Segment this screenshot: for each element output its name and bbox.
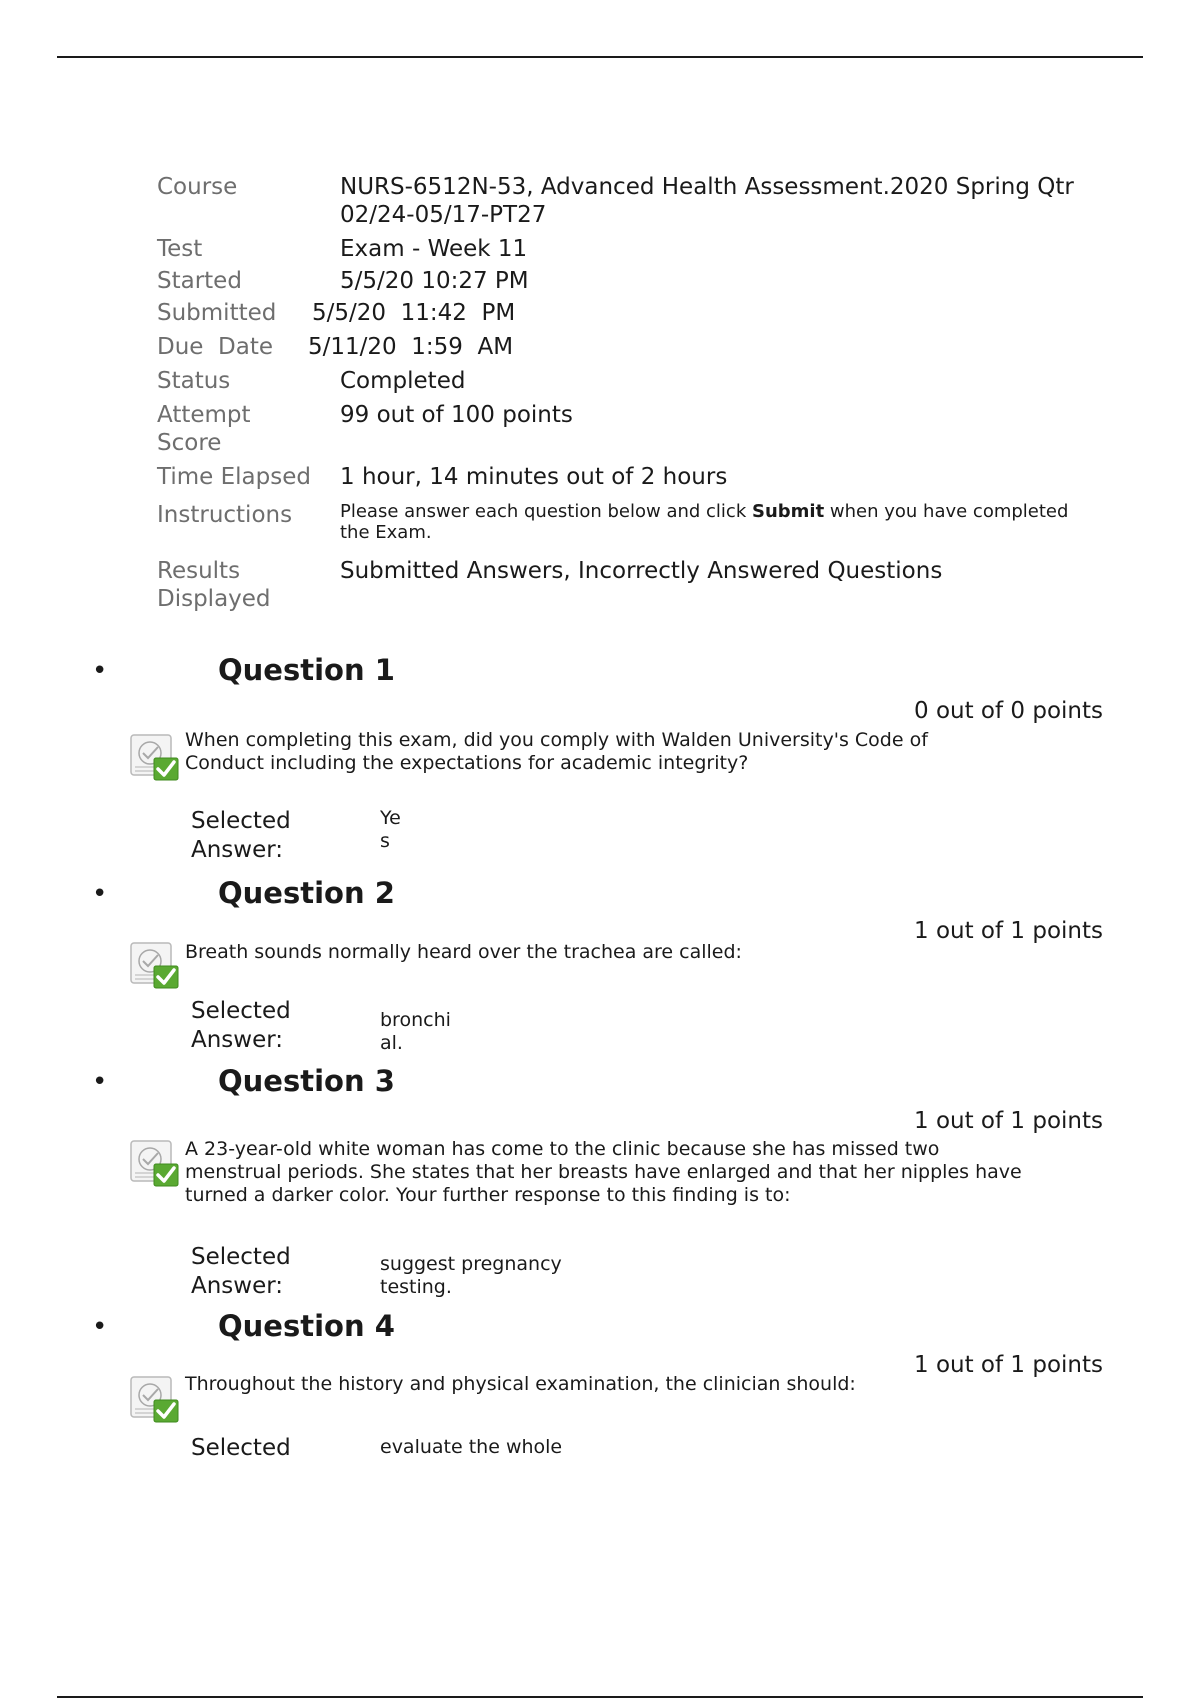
submitted-value: 5/5/20 11:42 PM <box>312 300 516 326</box>
instructions-row <box>157 499 1087 543</box>
due-date-value: 5/11/20 1:59 AM <box>308 334 514 360</box>
attempt-summary <box>157 173 1087 613</box>
started-row <box>157 267 1087 295</box>
question-4-text: Throughout the history and physical examination, the clinician should: <box>185 1373 856 1395</box>
started-value: 5/5/20 10:27 PM <box>340 268 529 294</box>
question-3-text: A 23-year-old white woman has come to the clinic because she has missed two menstrual periods. She states that her breasts have enlarged and that her nipples have turned a darker color. Your further response to this finding is to: <box>185 1138 1022 1206</box>
started-label: Started <box>157 268 242 294</box>
results-displayed-row <box>157 557 1087 613</box>
course-row <box>157 173 1087 229</box>
question-4-title: Question 4 <box>218 1309 395 1343</box>
test-value: Exam - Week 11 <box>340 236 528 262</box>
bottom-rule <box>57 1696 1143 1698</box>
time-elapsed-label: Time Elapsed <box>157 464 311 490</box>
due-date-row <box>157 333 1087 361</box>
due-date-label: Due Date <box>157 334 274 360</box>
attempt-score-value: 99 out of 100 points <box>340 402 573 428</box>
submitted-label: Submitted <box>157 300 277 326</box>
question-2-text: Breath sounds normally heard over the trachea are called: <box>185 941 742 963</box>
submitted-row <box>157 299 1087 327</box>
question-1-selected-answer: Yes <box>380 807 401 852</box>
correct-check-icon <box>129 731 181 783</box>
correct-check-icon <box>129 1137 181 1189</box>
question-2-selected-answer: bronchial. <box>380 1009 451 1054</box>
attempt-score-label: Attempt Score <box>157 402 251 456</box>
course-value: NURS-6512N-53, Advanced Health Assessment.2020 Spring Qtr 02/24-05/17-PT27 <box>340 174 1074 228</box>
question-2-title: Question 2 <box>218 876 395 910</box>
question-2-selected-answer-label: Selected Answer: <box>191 998 291 1053</box>
instructions-label: Instructions <box>157 502 293 528</box>
attempt-score-row <box>157 401 1087 457</box>
status-value: Completed <box>340 368 466 394</box>
question-3-title: Question 3 <box>218 1064 395 1098</box>
instructions-value <box>340 499 1087 543</box>
question-1-text: When completing this exam, did you comply with Walden University's Code of Conduct including the expectations for academic integrity? <box>185 729 928 774</box>
status-row <box>157 367 1087 395</box>
status-label: Status <box>157 368 231 394</box>
time-elapsed-value: 1 hour, 14 minutes out of 2 hours <box>340 464 728 490</box>
question-4-selected-answer: evaluate the whole <box>380 1436 563 1458</box>
question-3-selected-answer: suggest pregnancy testing. <box>380 1253 562 1298</box>
correct-check-icon <box>129 1373 181 1425</box>
instructions-text-after: when you have completed the Exam. <box>340 501 1069 543</box>
test-label: Test <box>157 236 203 262</box>
question-4-bullet: • <box>92 1312 108 1342</box>
results-displayed-label: Results Displayed <box>157 558 271 612</box>
question-1-points: 0 out of 0 points <box>914 698 1103 724</box>
instructions-submit-word: Submit <box>751 501 825 522</box>
course-label: Course <box>157 174 238 200</box>
time-elapsed-row <box>157 463 1087 491</box>
results-displayed-value: Submitted Answers, Incorrectly Answered Questions <box>340 558 943 584</box>
test-row <box>157 235 1087 263</box>
question-3-selected-answer-label: Selected Answer: <box>191 1244 291 1299</box>
question-4-points: 1 out of 1 points <box>914 1352 1103 1378</box>
question-1-selected-answer-label: Selected Answer: <box>191 808 291 863</box>
question-2-points: 1 out of 1 points <box>914 918 1103 944</box>
top-rule <box>57 56 1143 58</box>
question-1-title: Question 1 <box>218 653 395 687</box>
instructions-text-before: Please answer each question below and click <box>340 501 752 522</box>
question-3-points: 1 out of 1 points <box>914 1108 1103 1134</box>
question-1-bullet: • <box>92 656 108 686</box>
correct-check-icon <box>129 939 181 991</box>
question-2-bullet: • <box>92 879 108 909</box>
question-3-bullet: • <box>92 1067 108 1097</box>
question-4-selected-answer-label: Selected <box>191 1435 291 1461</box>
